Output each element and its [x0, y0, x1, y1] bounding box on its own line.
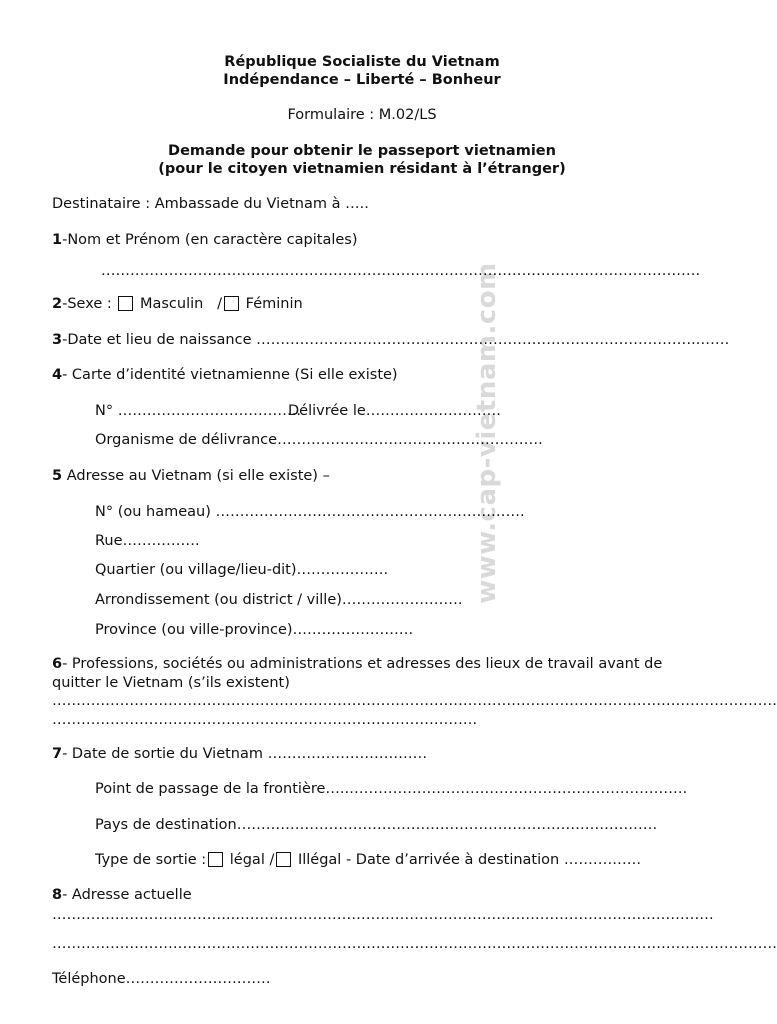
- section-5-number: 5: [52, 468, 63, 484]
- recipient-line: Destinataire : Ambassade du Vietnam à …..: [52, 196, 369, 212]
- section-1-text: -Nom et Prénom (en caractère capitales): [62, 232, 358, 248]
- section-2-number: 2: [52, 296, 63, 312]
- form-code: Formulaire : M.02/LS: [287, 107, 437, 123]
- legal-checkbox[interactable]: [208, 852, 223, 867]
- section-2-sex: [52, 295, 303, 313]
- section-7-number: 7: [52, 746, 63, 762]
- professions-field-1[interactable]: ……………………………………………………………………………………………………………………………………: [52, 693, 777, 709]
- district-field[interactable]: Arrondissement (ou district / ville)…………………….: [95, 592, 463, 608]
- republic-heading: République Socialiste du Vietnam: [224, 54, 500, 70]
- border-point-field[interactable]: Point de passage de la frontière…..…………………………………………………………….: [95, 781, 688, 797]
- male-label: Masculin: [139, 296, 204, 312]
- professions-label-cont: quitter le Vietnam (s’ils existent): [52, 675, 290, 691]
- province-field[interactable]: Province (ou ville-province)…………………….: [95, 622, 414, 638]
- motto-heading: Indépendance – Liberté – Bonheur: [223, 72, 501, 88]
- sex-separator: /: [217, 296, 223, 312]
- exit-type-label: Type de sortie :: [95, 852, 207, 868]
- form-title-line1: Demande pour obtenir le passeport vietnamien: [168, 143, 556, 159]
- id-card-label: - Carte d’identité vietnamienne (Si elle existe): [62, 367, 398, 383]
- phone-field[interactable]: Téléphone…………………………: [52, 971, 271, 987]
- section-8-current-address: [52, 886, 192, 904]
- male-checkbox[interactable]: [118, 296, 133, 311]
- exit-type-row: [95, 851, 641, 869]
- professions-label: - Professions, sociétés ou administrations et adresses des lieux de travail avant de: [62, 656, 663, 672]
- legal-label: légal /: [229, 852, 275, 868]
- watermark: www.cap-vietnam.com: [472, 262, 502, 604]
- arrival-date-field[interactable]: - Date d’arrivée à destination …………….: [345, 852, 641, 868]
- exit-date-field[interactable]: - Date de sortie du Vietnam ……………………………: [62, 746, 428, 762]
- section-6-professions: [52, 655, 662, 673]
- name-field[interactable]: …………………………………………………………………………………………………………….: [101, 263, 701, 279]
- birth-field[interactable]: ………………………………………………………………………………..……: [256, 332, 730, 348]
- quarter-field[interactable]: Quartier (ou village/lieu-dit)……………….: [95, 562, 389, 578]
- section-4-number: 4: [52, 367, 63, 383]
- section-4-id-card: [52, 366, 398, 384]
- address-vn-label: Adresse au Vietnam (si elle existe) –: [62, 468, 330, 484]
- current-address-field-1[interactable]: ………………………………..………………………………………………………………………………………: [52, 907, 714, 923]
- form-title-line2: (pour le citoyen vietnamien résidant à l’étranger): [158, 161, 566, 177]
- id-issuer-field[interactable]: Organisme de délivrance……………………………………………….: [95, 432, 543, 448]
- section-3-birth: [52, 331, 729, 349]
- current-address-label: - Adresse actuelle: [62, 887, 192, 903]
- section-7-exit: [52, 745, 427, 763]
- current-address-field-2[interactable]: ……………………………………………………………………………………………………………………………………: [52, 936, 777, 952]
- hamlet-field[interactable]: N° (ou hameau) ……………………………………………………….: [95, 504, 525, 520]
- section-1-label: [52, 231, 358, 249]
- street-field[interactable]: Rue…………….: [95, 533, 200, 549]
- section-5-address-vn: [52, 467, 330, 485]
- id-number-field[interactable]: N° ………………………………..: [95, 403, 301, 419]
- destination-field[interactable]: Pays de destination……………………………………………………………………………: [95, 817, 658, 833]
- female-checkbox[interactable]: [224, 296, 239, 311]
- section-8-number: 8: [52, 887, 63, 903]
- section-1-number: 1: [52, 232, 63, 248]
- section-6-number: 6: [52, 656, 63, 672]
- section-3-number: 3: [52, 332, 63, 348]
- birth-label: -Date et lieu de naissance: [62, 332, 252, 348]
- illegal-checkbox[interactable]: [276, 852, 291, 867]
- id-issued-field[interactable]: Délivrée le……………………….: [288, 403, 501, 419]
- professions-field-2[interactable]: …………………………………………………………………………….: [52, 712, 478, 728]
- illegal-label: Illégal: [297, 852, 342, 868]
- female-label: Féminin: [245, 296, 303, 312]
- sex-prefix: -Sexe :: [62, 296, 112, 312]
